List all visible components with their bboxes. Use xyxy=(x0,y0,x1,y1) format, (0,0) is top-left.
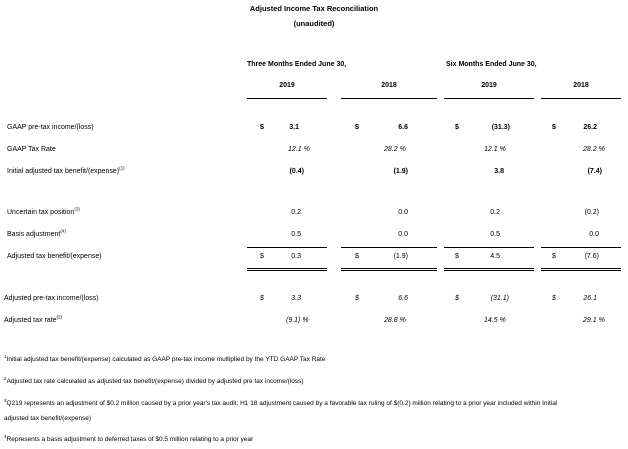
cell-value: 4.5 xyxy=(490,253,500,260)
subtotal-rule xyxy=(444,247,534,248)
cell-value: (7.4) xyxy=(587,168,602,175)
cell-value: 0.2 xyxy=(490,209,500,216)
currency-symbol: $ xyxy=(260,253,264,260)
footnote-1: $^1$Initial adjusted tax benefit/(expense) calculated as GAAP pre-tax income multiplied by the YTD GAAP Tax Rate xyxy=(4,353,326,363)
cell-value: 0.0 xyxy=(398,231,408,238)
cell-value: 0.2 xyxy=(291,209,301,216)
currency-symbol: $ xyxy=(455,124,459,131)
subtotal-rule xyxy=(541,247,621,248)
cell-value: 0.5 xyxy=(291,231,301,238)
row-label-adj-benefit: Adjusted tax benefit/(expense) xyxy=(7,253,102,260)
footnote-4: $^4$Represents a basis adjustment to deferred taxes of $0.5 million relating to a prior year xyxy=(4,433,254,443)
cell-value: (7.6) xyxy=(584,253,599,260)
cell-value: (1.9) xyxy=(393,253,408,260)
cell-value: 28.8 % xyxy=(384,317,406,324)
currency-symbol: $ xyxy=(552,124,556,131)
currency-symbol: $ xyxy=(355,124,359,131)
total-double-rule xyxy=(541,268,621,271)
cell-value: 3.8 xyxy=(494,168,504,175)
subtotal-rule xyxy=(247,247,327,248)
cell-value: 29.1 % xyxy=(583,317,605,324)
currency-symbol: $ xyxy=(455,253,459,260)
total-double-rule xyxy=(341,268,437,271)
cell-value: 12.1 % xyxy=(484,146,506,153)
row-label-adj-rate: Adjusted tax rate$^{(2)}$ xyxy=(4,314,63,324)
subtotal-rule xyxy=(341,247,437,248)
cell-value: 14.5 % xyxy=(484,317,506,324)
cell-value: 0.0 xyxy=(398,209,408,216)
cell-value: (0.4) xyxy=(289,168,304,175)
cell-value: (31.3) xyxy=(491,124,510,131)
header-rule xyxy=(541,98,621,99)
row-label-adj-pretax: Adjusted pre-tax income/(loss) xyxy=(4,295,99,302)
cell-value: 0.5 xyxy=(490,231,500,238)
cell-value: 28.2 % xyxy=(583,146,605,153)
cell-value: 12.1 % xyxy=(288,146,310,153)
cell-value: 3.3 xyxy=(291,295,301,302)
cell-value: 28.2 % xyxy=(384,146,406,153)
header-rule xyxy=(341,98,437,99)
cell-value: (0.2) xyxy=(584,209,599,216)
cell-value: (31.1) xyxy=(490,295,509,302)
year-header: 2018 xyxy=(381,82,397,89)
currency-symbol: $ xyxy=(455,295,459,302)
currency-symbol: $ xyxy=(260,124,264,131)
year-header: 2019 xyxy=(279,82,295,89)
row-label-uncertain: Uncertain tax position$^{(3)}$ xyxy=(7,206,80,216)
currency-symbol: $ xyxy=(552,295,556,302)
currency-symbol: $ xyxy=(552,253,556,260)
report-title: Adjusted Income Tax Reconciliation xyxy=(249,4,379,13)
header-rule xyxy=(444,98,534,99)
footnote-2: $^2$Adjusted tax rate calculated as adjusted tax benefit/(expense) divided by adjusted pre tax income/(loss) xyxy=(4,375,304,385)
year-header: 2018 xyxy=(573,82,589,89)
cell-value: (9.1) % xyxy=(286,317,309,324)
header-rule xyxy=(247,98,327,99)
total-double-rule xyxy=(247,268,327,271)
header-three-months: Three Months Ended June 30, xyxy=(247,61,347,68)
row-label-initial-adj: Initial adjusted tax benefit/(expense)$^{(1)}$ xyxy=(7,165,125,175)
currency-symbol: $ xyxy=(355,295,359,302)
cell-value: 3.1 xyxy=(289,124,299,131)
cell-value: 0.0 xyxy=(589,231,599,238)
cell-value: 26.2 xyxy=(583,124,597,131)
currency-symbol: $ xyxy=(260,295,264,302)
cell-value: 26.1 xyxy=(583,295,597,302)
row-label-gaap-rate: GAAP Tax Rate xyxy=(7,146,56,153)
currency-symbol: $ xyxy=(355,253,359,260)
cell-value: 0.3 xyxy=(291,253,301,260)
cell-value: 6.6 xyxy=(398,124,408,131)
cell-value: (1.9) xyxy=(393,168,408,175)
total-double-rule xyxy=(444,268,534,271)
header-six-months: Six Months Ended June 30, xyxy=(446,61,537,68)
report-subtitle: (unaudited) xyxy=(293,19,335,28)
cell-value: 6.6 xyxy=(398,295,408,302)
year-header: 2019 xyxy=(481,82,497,89)
row-label-basis: Basis adjustment$^{(4)}$ xyxy=(7,228,66,238)
row-label-gaap-pretax: GAAP pre-tax income/(loss) xyxy=(7,124,94,131)
footnote-3: $^3$Q219 represents an adjustment of $0.2 million caused by a prior year's tax audit; H1 18 adjustment caused by a favorable tax ruling of $(0.2) million relating to a prior year included within Initial xyxy=(4,397,558,407)
footnote-3-continued: adjusted tax benefit/(expense) xyxy=(4,415,92,422)
